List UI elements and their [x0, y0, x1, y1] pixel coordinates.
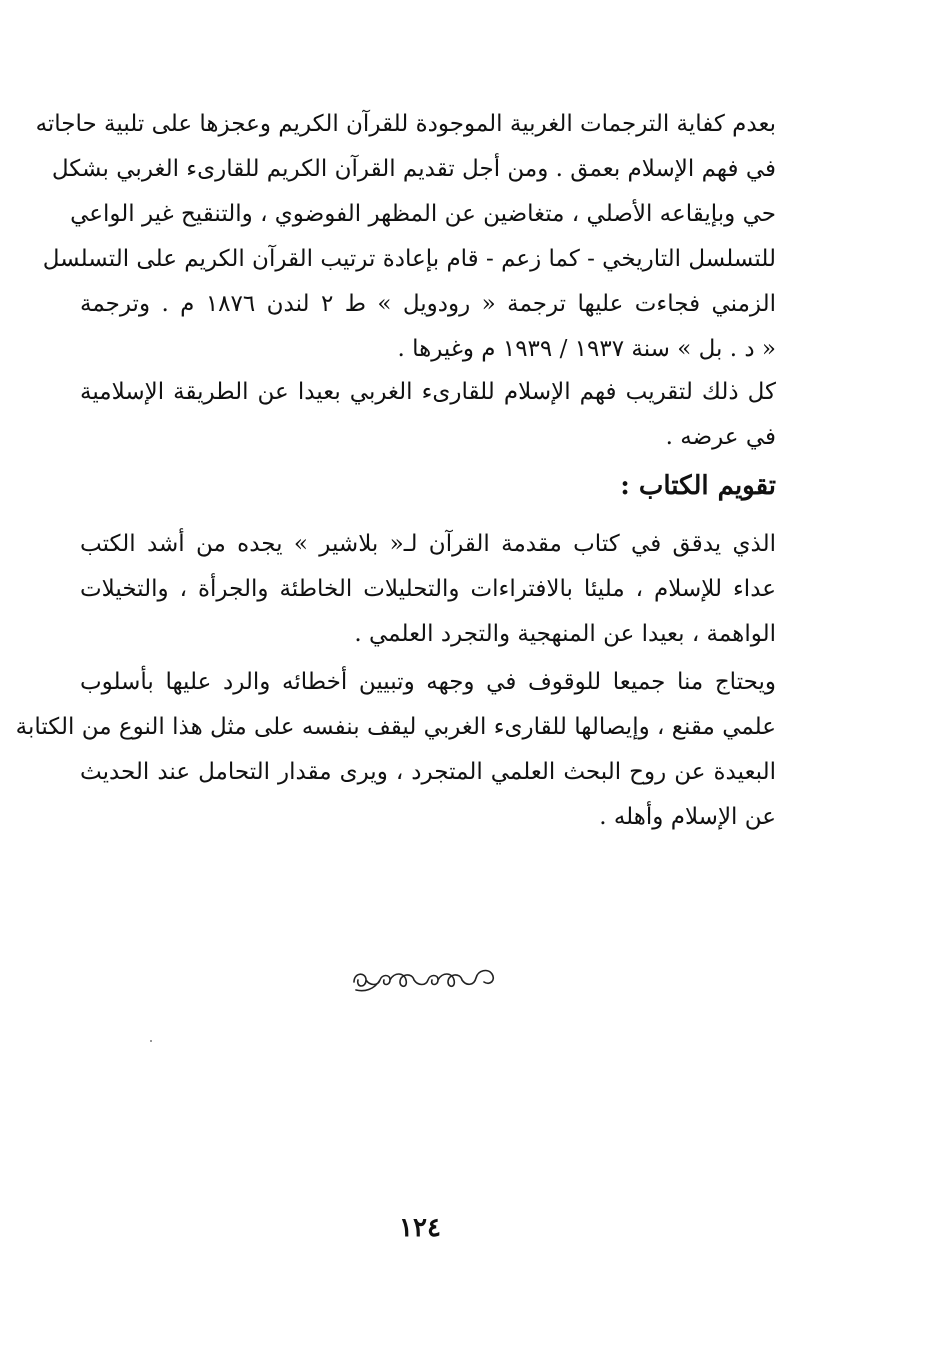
paragraph-line: بعدم كفاية الترجمات الغربية الموجودة للقرآن الكريم وعجزها على تلبية حاجاته [35, 111, 776, 137]
paragraph-line: في عرضه . [665, 424, 776, 450]
paragraph-line: « د . بل » سنة ١٩٣٧ / ١٩٣٩ م وغيرها . [397, 336, 776, 362]
paragraph-line: كل ذلك لتقريب فهم الإسلام للقارىء الغربي بعيدا عن الطريقة الإسلامية [80, 379, 776, 405]
paragraph-4 [15, 660, 776, 840]
paragraph-3 [80, 522, 776, 657]
paragraph-line: البعيدة عن روح البحث العلمي المتجرد ، ويرى مقدار التحامل عند الحديث [80, 759, 776, 785]
paragraph-1 [35, 102, 776, 372]
paragraph-line: عداء للإسلام ، مليئا بالافتراءات والتحليلات الخاطئة والجرأة ، والتخيلات [80, 576, 776, 602]
ornament-divider-icon [350, 960, 502, 996]
page-number: ١٢٤ [399, 1213, 441, 1243]
paragraph-line: في فهم الإسلام بعمق . ومن أجل تقديم القرآن الكريم للقارىء الغربي بشكل [51, 156, 776, 182]
paragraph-2 [80, 370, 776, 460]
paragraph-line: علمي مقنع ، وإيصالها للقارىء الغربي ليقف بنفسه على مثل هذا النوع من الكتابة [15, 714, 776, 740]
paragraph-line: الزمني فجاءت عليها ترجمة « رودويل » ط ٢ لندن ١٨٧٦ م . وترجمة [80, 291, 776, 317]
paragraph-line: الواهمة ، بعيدا عن المنهجية والتجرد العلمي . [354, 621, 776, 647]
page-speck [150, 1040, 152, 1042]
paragraph-line: عن الإسلام وأهله . [599, 804, 776, 830]
paragraph-line: حي وبإيقاعه الأصلي ، متغاضين عن المظهر الفوضوي ، والتنقيح غير الواعي [70, 201, 776, 227]
paragraph-line: الذي يدقق في كتاب مقدمة القرآن لـ« بلاشير » يجده من أشد الكتب [80, 531, 776, 557]
paragraph-line: للتسلسل التاريخي - كما زعم - قام بإعادة ترتيب القرآن الكريم على التسلسل [42, 246, 776, 272]
section-heading: تقويم الكتاب : [620, 471, 776, 501]
paragraph-line: ويحتاج منا جميعا للوقوف في وجهه وتبيين أخطائه والرد عليها بأسلوب [80, 669, 776, 695]
